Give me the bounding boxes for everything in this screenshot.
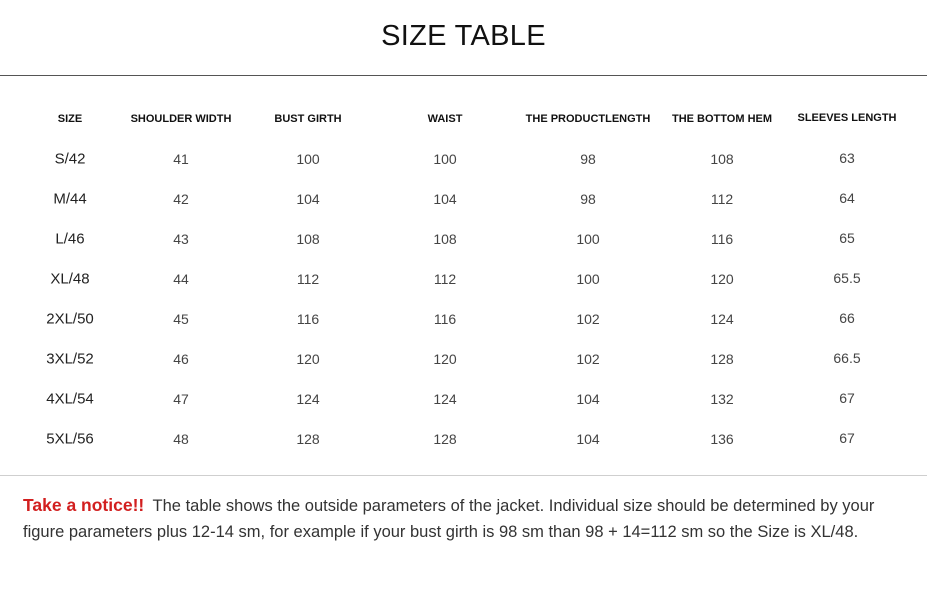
column-header-waist: WAIST [427, 113, 463, 125]
notice-text: The table shows the outside parameters of the jacket. Individual size should be determined by your figure parameters plus 12-14 sm, for example if your bust girth is 98 sm than 98 + 14=112 sm so the Size is XL/48. [23, 497, 875, 541]
cell-bottom-hem: 136 [710, 431, 734, 447]
cell-bust-girth: 104 [296, 191, 320, 207]
cell-product-length: 104 [576, 431, 600, 447]
cell-bust-girth: 100 [296, 151, 320, 167]
cell-sleeves-length: 67 [839, 430, 855, 446]
column-header-product-length: THE PRODUCTLENGTH [525, 113, 651, 125]
cell-waist: 120 [433, 351, 457, 367]
cell-waist: 104 [433, 191, 457, 207]
cell-product-length: 98 [580, 191, 596, 207]
cell-sleeves-length: 65.5 [833, 270, 861, 286]
cell-shoulder-width: 44 [173, 271, 189, 287]
cell-sleeves-length: 65 [839, 230, 855, 246]
size-label: S/42 [54, 150, 86, 168]
cell-bust-girth: 116 [296, 311, 320, 327]
cell-waist: 112 [433, 271, 457, 287]
cell-shoulder-width: 45 [173, 311, 189, 327]
size-label: 4XL/54 [46, 390, 94, 408]
size-label: XL/48 [50, 270, 90, 288]
cell-product-length: 104 [576, 391, 600, 407]
cell-product-length: 100 [576, 231, 600, 247]
cell-waist: 108 [433, 231, 457, 247]
size-label: M/44 [53, 190, 87, 208]
cell-sleeves-length: 66.5 [833, 350, 861, 366]
cell-waist: 128 [433, 431, 457, 447]
page-title: SIZE TABLE [381, 20, 546, 52]
size-label: 2XL/50 [46, 310, 94, 328]
cell-bottom-hem: 132 [710, 391, 734, 407]
cell-shoulder-width: 47 [173, 391, 189, 407]
column-header-bottom-hem: THE BOTTOM HEM [671, 113, 773, 125]
cell-bust-girth: 120 [296, 351, 320, 367]
cell-shoulder-width: 43 [173, 231, 189, 247]
cell-bust-girth: 128 [296, 431, 320, 447]
cell-bottom-hem: 124 [710, 311, 734, 327]
notice-paragraph [23, 492, 913, 545]
cell-shoulder-width: 42 [173, 191, 189, 207]
column-header-size: SIZE [57, 113, 83, 125]
cell-sleeves-length: 63 [839, 150, 855, 166]
size-label: 3XL/52 [46, 350, 94, 368]
cell-shoulder-width: 46 [173, 351, 189, 367]
size-label: L/46 [55, 230, 85, 248]
cell-sleeves-length: 66 [839, 310, 855, 326]
cell-bust-girth: 112 [296, 271, 320, 287]
cell-waist: 100 [433, 151, 457, 167]
cell-product-length: 98 [580, 151, 596, 167]
column-header-shoulder-width: SHOULDER WIDTH [130, 113, 232, 125]
column-header-bust-girth: BUST GIRTH [274, 113, 342, 125]
cell-bottom-hem: 112 [710, 191, 734, 207]
cell-bottom-hem: 116 [710, 231, 734, 247]
notice-heading: Take a notice!! [23, 495, 145, 515]
cell-shoulder-width: 48 [173, 431, 189, 447]
size-label: 5XL/56 [46, 430, 94, 448]
cell-product-length: 102 [576, 351, 600, 367]
cell-product-length: 102 [576, 311, 600, 327]
cell-bust-girth: 108 [296, 231, 320, 247]
cell-waist: 116 [433, 311, 457, 327]
notice-divider [0, 475, 927, 476]
cell-bust-girth: 124 [296, 391, 320, 407]
cell-sleeves-length: 67 [839, 390, 855, 406]
cell-sleeves-length: 64 [839, 190, 855, 206]
cell-bottom-hem: 128 [710, 351, 734, 367]
cell-waist: 124 [433, 391, 457, 407]
cell-product-length: 100 [576, 271, 600, 287]
cell-bottom-hem: 108 [710, 151, 734, 167]
cell-bottom-hem: 120 [710, 271, 734, 287]
column-header-sleeves-length: SLEEVES LENGTH [797, 112, 897, 124]
cell-shoulder-width: 41 [173, 151, 189, 167]
